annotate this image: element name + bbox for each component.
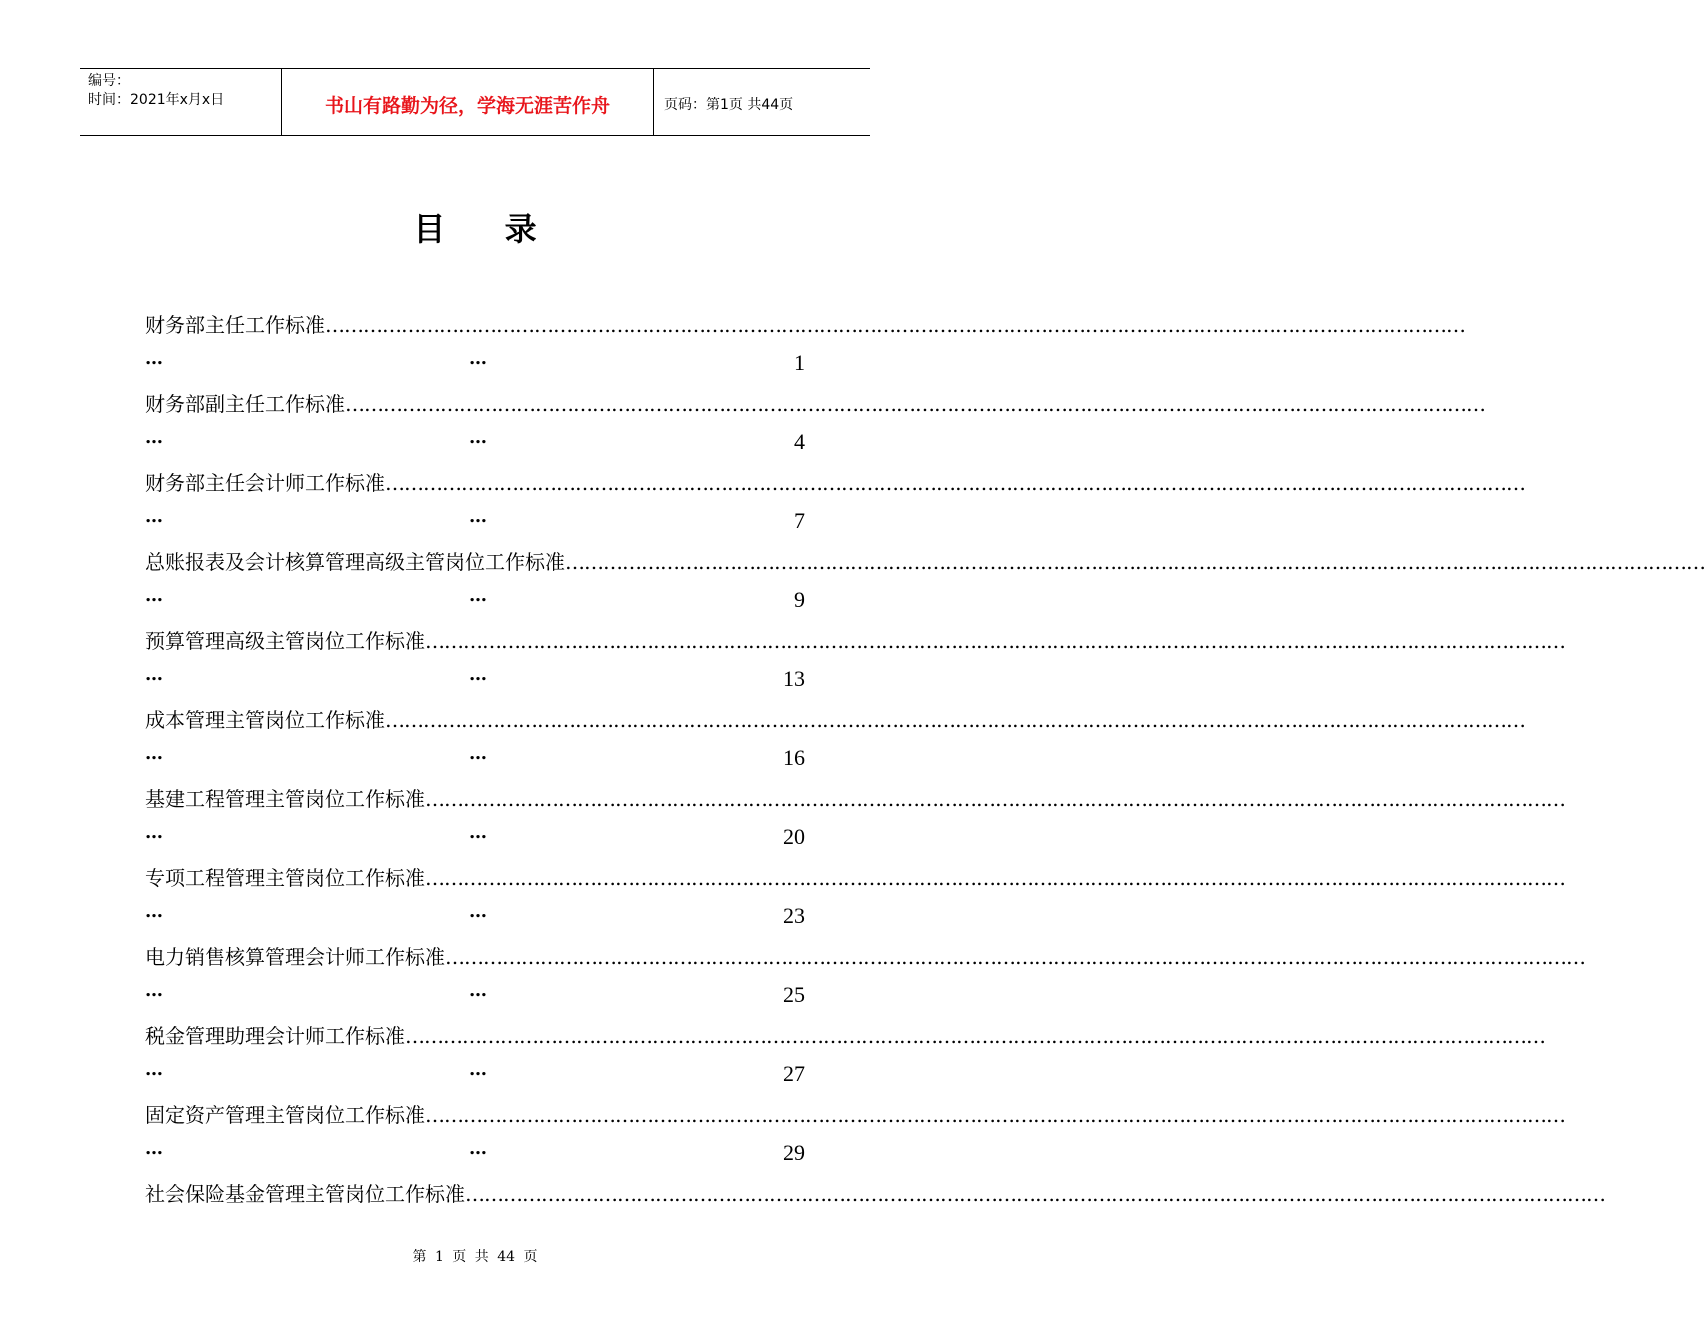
toc-entry-title [145, 782, 1565, 816]
toc-entry-label: 成本管理主管岗位工作标准 [145, 708, 385, 732]
toc-entry-title [145, 387, 1485, 421]
toc-page-number: 25 [783, 982, 805, 1007]
toc-leader-dots: ……………………………………………………………………………………………………………………………………………………………… [425, 787, 1565, 811]
toc-leader-continuation: … [469, 427, 487, 448]
toc-page-number: 29 [783, 1140, 805, 1165]
toc-leader-continuation: … [469, 348, 487, 369]
toc-entry[interactable] [145, 940, 1585, 1019]
toc-leader-dots: ……………………………………………………………………………………………………………………………………………………………… [345, 392, 1485, 416]
toc-entry-label: 税金管理助理会计师工作标准 [145, 1024, 405, 1048]
toc-page-number: 16 [783, 745, 805, 770]
toc-entry-title [145, 1098, 1565, 1132]
number-label: 编号： [88, 73, 130, 89]
toc-leader-dots: ……………………………………………………………………………………………………………………………………………………………… [565, 550, 1705, 574]
motto: 书山有路勤为径，学海无涯苦作舟 [282, 69, 654, 135]
toc-entry-title [145, 1177, 1605, 1211]
toc-entry-title [145, 1019, 1545, 1053]
toc-leader-continuation: … [145, 822, 163, 843]
toc-entry-label: 财务部副主任工作标准 [145, 392, 345, 416]
toc-entry-label: 财务部主任会计师工作标准 [145, 471, 385, 495]
toc-entry[interactable] [145, 308, 1465, 387]
toc-leader-continuation: … [469, 664, 487, 685]
toc-entry-title [145, 466, 1525, 500]
toc-entry-label: 固定资产管理主管岗位工作标准 [145, 1103, 425, 1127]
toc-leader-dots: ……………………………………………………………………………………………………………………………………………………………… [385, 471, 1525, 495]
toc-leader-continuation: … [145, 427, 163, 448]
table-of-contents [145, 308, 1705, 1256]
toc-entry[interactable] [145, 387, 1485, 466]
toc-entry-label: 基建工程管理主管岗位工作标准 [145, 787, 425, 811]
toc-entry-title [145, 624, 1565, 658]
toc-leader-continuation: … [145, 1059, 163, 1080]
toc-leader-continuation: … [145, 664, 163, 685]
toc-leader-dots: ……………………………………………………………………………………………………………………………………………………………… [405, 1024, 1545, 1048]
toc-leader-continuation: … [145, 743, 163, 764]
toc-entry[interactable] [145, 624, 1565, 703]
toc-leader-continuation: … [145, 901, 163, 922]
toc-entry[interactable] [145, 1098, 1565, 1177]
toc-leader-continuation: … [145, 1138, 163, 1159]
toc-entry-label: 电力销售核算管理会计师工作标准 [145, 945, 445, 969]
toc-leader-continuation: … [145, 348, 163, 369]
header-left-cell [80, 69, 282, 135]
toc-entry-title [145, 308, 1465, 342]
toc-leader-dots: ……………………………………………………………………………………………………………………………………………………………… [425, 1103, 1565, 1127]
toc-page-number: 27 [783, 1061, 805, 1086]
toc-entry[interactable] [145, 703, 1525, 782]
page-footer: 第 1 页 共 44 页 [412, 1249, 538, 1265]
toc-entry-label: 预算管理高级主管岗位工作标准 [145, 629, 425, 653]
toc-page-number: 9 [794, 587, 805, 612]
toc-page-number: 13 [783, 666, 805, 691]
toc-leader-continuation: … [145, 585, 163, 606]
toc-entry[interactable] [145, 466, 1525, 545]
page-info: 页码：第1页 共44页 [664, 97, 794, 113]
toc-entry-label: 专项工程管理主管岗位工作标准 [145, 866, 425, 890]
toc-entry[interactable] [145, 782, 1565, 861]
toc-leader-continuation: … [469, 585, 487, 606]
toc-entry[interactable] [145, 1177, 1605, 1256]
toc-entry-title [145, 861, 1565, 895]
toc-entry-title [145, 545, 1705, 579]
toc-leader-continuation: … [469, 506, 487, 527]
toc-page-number: 20 [783, 824, 805, 849]
toc-leader-dots: ……………………………………………………………………………………………………………………………………………………………… [385, 708, 1525, 732]
toc-leader-continuation: … [469, 1059, 487, 1080]
toc-entry-title [145, 940, 1585, 974]
toc-leader-dots: ……………………………………………………………………………………………………………………………………………………………… [325, 313, 1465, 337]
toc-leader-continuation: … [469, 980, 487, 1001]
toc-page-number: 4 [794, 429, 805, 454]
toc-leader-continuation: … [145, 980, 163, 1001]
toc-leader-dots: ……………………………………………………………………………………………………………………………………………………………… [425, 629, 1565, 653]
toc-leader-dots: ……………………………………………………………………………………………………………………………………………………………… [425, 866, 1565, 890]
document-header [80, 68, 870, 136]
page-title: 目 录 [413, 210, 561, 248]
toc-leader-continuation: … [469, 743, 487, 764]
toc-leader-continuation: … [469, 901, 487, 922]
toc-entry-title [145, 703, 1525, 737]
toc-leader-dots: ……………………………………………………………………………………………………………………………………………………………… [445, 945, 1585, 969]
toc-page-number: 23 [783, 903, 805, 928]
toc-page-number: 1 [794, 350, 805, 375]
toc-entry-label: 社会保险基金管理主管岗位工作标准 [145, 1182, 465, 1206]
toc-entry[interactable] [145, 1019, 1545, 1098]
toc-leader-continuation: … [469, 822, 487, 843]
toc-entry[interactable] [145, 545, 1705, 624]
toc-entry-label: 总账报表及会计核算管理高级主管岗位工作标准 [145, 550, 565, 574]
toc-leader-continuation: … [145, 506, 163, 527]
time-label: 时间：2021年x月x日 [88, 92, 225, 108]
toc-page-number: 7 [794, 508, 805, 533]
toc-leader-dots: ……………………………………………………………………………………………………………………………………………………………… [465, 1182, 1605, 1206]
toc-entry[interactable] [145, 861, 1565, 940]
toc-leader-continuation: … [469, 1138, 487, 1159]
toc-entry-label: 财务部主任工作标准 [145, 313, 325, 337]
